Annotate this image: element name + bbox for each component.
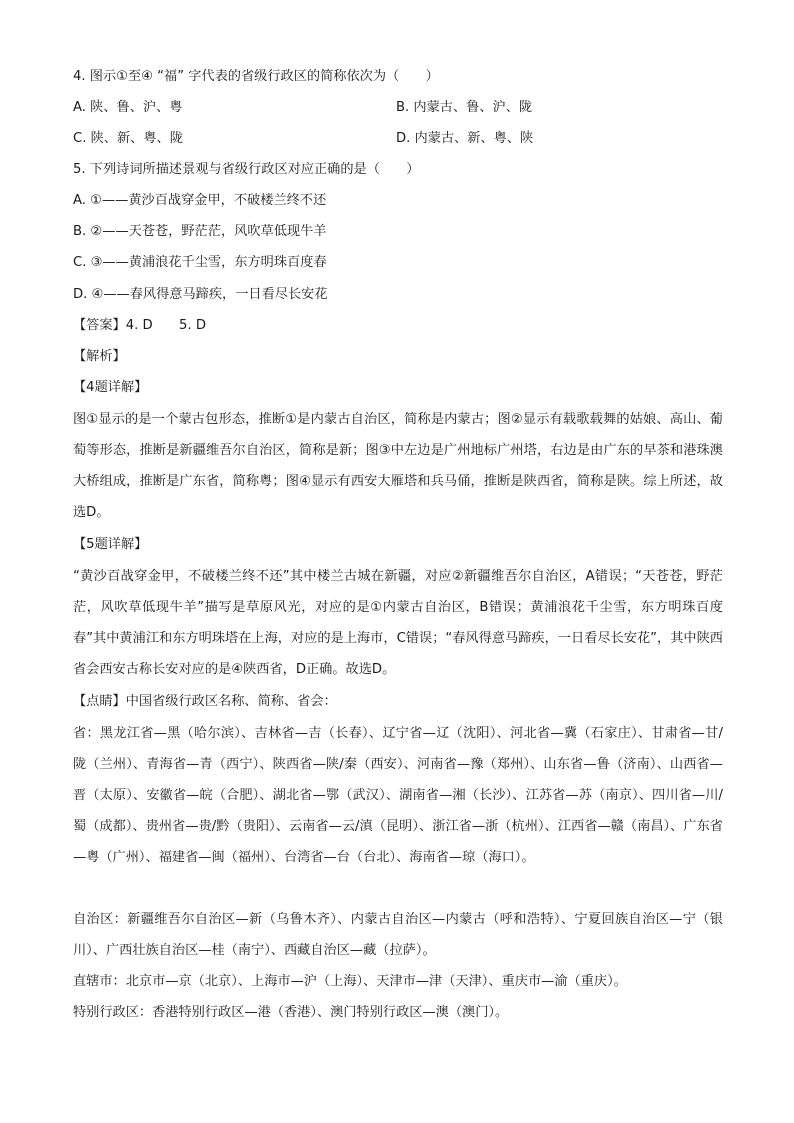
q5-option-c: C. ③——黄浦浪花千尘雪，东方明珠百度春 [73,255,327,270]
q5-option-b: B. ②——天苍苍，野茫茫，风吹草低现牛羊 [73,224,327,239]
q4-stem: 4. 图示①至④ “福” 字代表的省级行政区的简称依次为（ ） [73,69,439,84]
detail5-text: “黄沙百战穿金甲，不破楼兰终不还”其中楼兰古城在新疆，对应②新疆维吾尔自治区，A错误；“天苍苍，野茫茫，风吹草低现牛羊”描写是草原风光，对应的是①内蒙古自治区，B错误；黄浦浪花千尘雪，东方明珠百度春”其中黄浦江和东方明珠塔在上海，对应的是上海市，C错误；“春风得意马蹄疾，一日看尽长安花”，其中陕西省会西安古称长安对应的是④陕西省，D正确。故选D。 [73,569,723,677]
q4-option-d: D. 内蒙古、新、粤、陕 [396,131,534,146]
tip-autonomous: 自治区：新疆维吾尔自治区—新（乌鲁木齐）、内蒙古自治区—内蒙古（呼和浩特）、宁夏回族自治区—宁（银川）、广西壮族自治区—桂（南宁）、西藏自治区—藏（拉萨）。 [73,912,723,958]
answer-line: 【答案】4. D 5. D [73,318,206,333]
tip-title: 中国省级行政区名称、简称、省会： [125,694,337,709]
detail4-text: 图①显示的是一个蒙古包形态，推断①是内蒙古自治区，简称是内蒙古；图②显示有载歌载舞的姑娘、高山、葡萄等形态，推断是新疆维吾尔自治区，简称是新；图③中左边是广州地标广州塔，右边是由广东的早茶和港珠澳大桥组成，推断是广东省，简称粤；图④显示有西安大雁塔和兵马俑，推断是陕西省，简称是陕。综上所述，故选D。 [73,412,723,520]
tip-municipalities: 直辖市：北京市—京（北京）、上海市—沪（上海）、天津市—津（天津）、重庆市—渝（重庆）。 [73,974,627,989]
q4-option-a: A. 陕、鲁、沪、粤 [73,100,183,115]
q5-stem: 5. 下列诗词所描述景观与省级行政区对应正确的是（ ） [73,162,420,177]
q5-option-a: A. ①——黄沙百战穿金甲，不破楼兰终不还 [73,193,327,208]
detail4-label: 【4题详解】 [73,380,148,395]
analysis-label: 【解析】 [73,349,126,364]
tip-label: 【点睛】 [73,694,126,709]
q4-option-c: C. 陕、新、粤、陇 [73,131,183,146]
q5-option-d: D. ④——春风得意马蹄疾，一日看尽长安花 [73,287,328,302]
q4-option-b: B. 内蒙古、鲁、沪、陇 [396,100,533,115]
tip-provinces: 省：黑龙江省—黑（哈尔滨）、吉林省—吉（长春）、辽宁省—辽（沈阳）、河北省—冀（石家庄）、甘肃省—甘/陇（兰州）、青海省—青（西宁）、陕西省—陕/秦（西安）、河南省—豫（郑州）、山东省—鲁（济南）、山西省—晋（太原）、安徽省—皖（合肥）、湖北省—鄂（武汉）、湖南省—湘（长沙）、江苏省—苏（南京）、四川省—川/蜀（成都）、贵州省—贵/黔（贵阳）、云南省—云/滇（昆明）、浙江省—浙（杭州）、江西省—赣（南昌）、广东省—粤（广州）、福建省—闽（福州）、台湾省—台（台北）、海南省—琼（海口）。 [73,726,723,865]
detail5-label: 【5题详解】 [73,537,148,552]
tip-heading [73,692,337,712]
tip-sar: 特别行政区：香港特别行政区—港（香港）、澳门特别行政区—澳（澳门）。 [73,1005,509,1020]
